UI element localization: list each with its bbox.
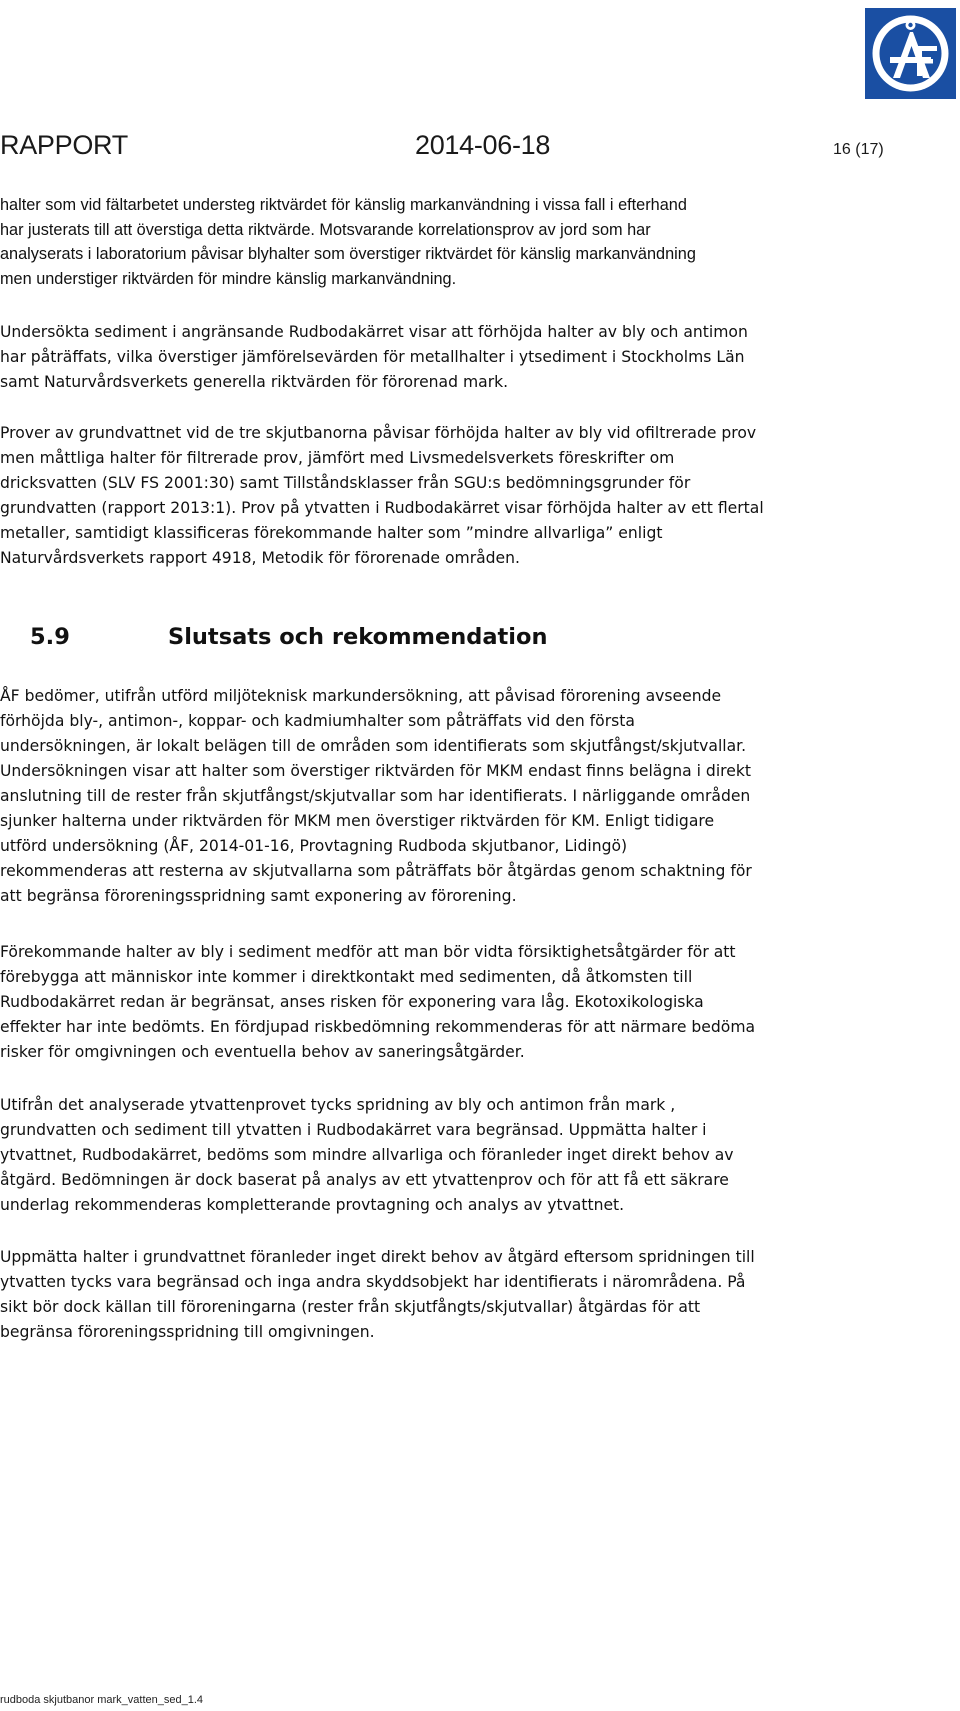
paragraph-groundwater: Prover av grundvattnet vid de tre skjutbanorna påvisar förhöjda halter av bly vid ofiltrerade prov men måttliga halter för filtrerade prov, jämfört med Livsmedelsverkets föreskrifter om dricksvatten (SLV FS 2001:30) samt Tillståndsklasser från SGU:s bedömningsgrunder för grundvatten (rapport 2013:1). Prov på ytvatten i Rudbodakärret visar förhöjda halter av ett flertal metaller, samtidigt klassificeras förekommande halter som ”mindre allvarliga” enligt Naturvårdsverkets rapport 4918, Metodik för förorenade områden.: [0, 424, 764, 567]
paragraph-conclusion: ÅF bedömer, utifrån utförd miljöteknisk markundersökning, att påvisad förorening avseende förhöjda bly-, antimon-, koppar- och kadmiumhalter som påträffats vid den första undersökningen, är lokalt belägen till de områden som identifierats som skjutfångst/skjutvallar. Undersökningen visar att halter som överstiger riktvärden för MKM endast finns belägna i direkt anslutning till de rester från skjutfångst/skjutvallar som har identifierats. I närliggande områden sjunker halterna under riktvärden för MKM men överstiger riktvärden för KM. Enligt tidigare utförd undersökning (ÅF, 2014-01-16, Provtagning Rudboda skjutbanor, Lidingö) rekommenderas att resterna av skjutvallarna som påträffats bör åtgärdas genom schaktning för att begränsa föroreningsspridning samt exponering av förorening.: [0, 687, 752, 905]
paragraph-sediment: Undersökta sediment i angränsande Rudbodakärret visar att förhöjda halter av bly och antimon har påträffats, vilka överstiger jämförelsevärden för metallhalter i ytsediment i Stockholms Län samt Naturvårdsverkets generella riktvärden för förorenad mark.: [0, 323, 748, 391]
af-logo-icon: [865, 8, 956, 99]
section-number: 5.9: [30, 624, 70, 650]
page-number: 16 (17): [833, 141, 884, 158]
footer-filename: rudboda skjutbanor mark_vatten_sed_1.4: [0, 1694, 204, 1706]
section-heading: [30, 624, 547, 650]
company-logo: [865, 8, 956, 99]
paragraph-sediment-risk: Förekommande halter av bly i sediment medför att man bör vidta försiktighetsåtgärder för att förebygga att människor inte kommer i direktkontakt med sedimenten, då åtkomsten till Rudbodakärret redan är begränsat, anses risken för exponering vara låg. Ekotoxikologiska effekter har inte bedömts. En fördjupad riskbedömning rekommenderas för att närmare bedöma risker för omgivningen och eventuella behov av saneringsåtgärder.: [0, 943, 756, 1061]
section-title: Slutsats och rekommendation: [168, 624, 548, 650]
paragraph-groundwater-conclusion: Uppmätta halter i grundvattnet föranleder inget direkt behov av åtgärd eftersom spridningen till ytvatten tycks vara begränsad och inga andra skyddsobjekt har identifierats i närområdena. På sikt bör dock källan till föroreningarna (rester från skjutfångts/skjutvallar) åtgärdas för att begränsa föroreningsspridning till omgivningen.: [0, 1248, 755, 1341]
paragraph-intro: halter som vid fältarbetet understeg riktvärdet för känslig markanvändning i vissa fall i efterhand har justerats till att överstiga detta riktvärde. Motsvarande korrelationsprov av jord som har analyserats i laboratorium påvisar blyhalter som överstiger riktvärdet för känslig markanvändning men understiger riktvärden för mindre känslig markanvändning.: [0, 196, 696, 288]
report-date: 2014-06-18: [415, 130, 551, 160]
paragraph-surface-water: Utifrån det analyserade ytvattenprovet tycks spridning av bly och antimon från mark , grundvatten och sediment till ytvatten i Rudbodakärret vara begränsad. Uppmätta halter i ytvattnet, Rudbodakärret, bedöms som mindre allvarliga och föranleder inget direkt behov av åtgärd. Bedömningen är dock baserat på analys av ett ytvattenprov och för att få ett säkrare underlag rekommenderas kompletterande provtagning och analys av ytvattnet.: [0, 1096, 734, 1214]
report-label: RAPPORT: [0, 130, 128, 160]
